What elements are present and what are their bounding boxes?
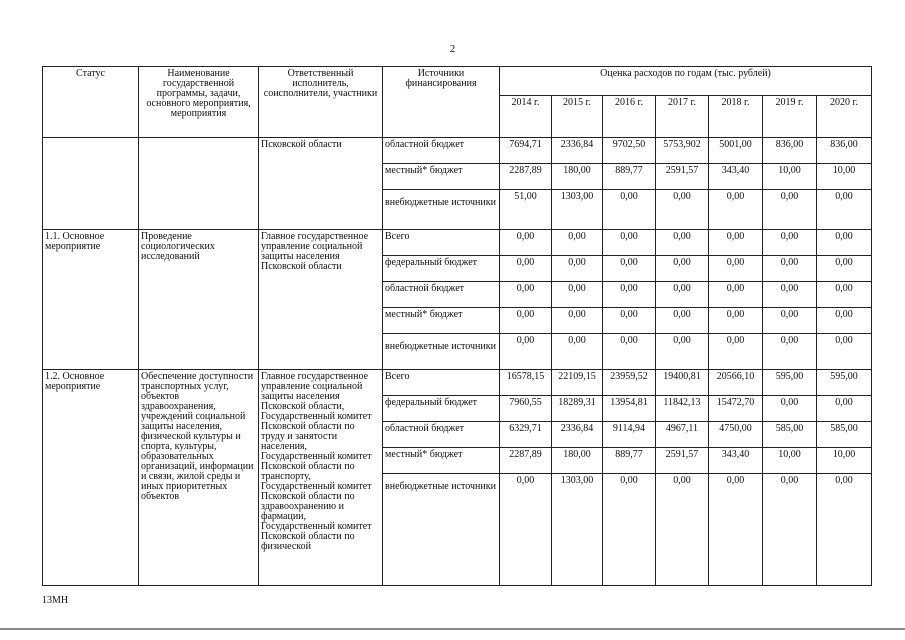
value-cell: 595,00 [763, 370, 817, 396]
value-cell: 0,00 [603, 230, 656, 256]
responsible-cell: Псковской области [259, 138, 383, 230]
value-cell: 0,00 [552, 230, 603, 256]
status-cell [43, 138, 139, 230]
value-cell: 7694,71 [500, 138, 552, 164]
table-row [43, 138, 872, 164]
value-cell: 0,00 [817, 396, 872, 422]
value-cell: 0,00 [763, 230, 817, 256]
source-cell: внебюджетные источники [383, 190, 500, 230]
value-cell: 1303,00 [552, 474, 603, 586]
value-cell: 9702,50 [603, 138, 656, 164]
value-cell: 20566,10 [709, 370, 763, 396]
source-cell: областной бюджет [383, 282, 500, 308]
value-cell: 0,00 [656, 474, 709, 586]
value-cell: 0,00 [500, 308, 552, 334]
value-cell: 0,00 [817, 308, 872, 334]
value-cell: 889,77 [603, 448, 656, 474]
value-cell: 2591,57 [656, 448, 709, 474]
value-cell: 2287,89 [500, 448, 552, 474]
status-cell: 1.2. Основное мероприятие [43, 370, 139, 586]
value-cell: 0,00 [817, 282, 872, 308]
value-cell: 0,00 [603, 190, 656, 230]
value-cell: 0,00 [656, 256, 709, 282]
header-year: 2014 г. [500, 96, 552, 138]
value-cell: 0,00 [552, 282, 603, 308]
value-cell: 180,00 [552, 164, 603, 190]
table-row [43, 370, 872, 396]
value-cell: 0,00 [603, 256, 656, 282]
value-cell: 4750,00 [709, 422, 763, 448]
value-cell: 0,00 [709, 230, 763, 256]
value-cell: 0,00 [709, 190, 763, 230]
source-cell: областной бюджет [383, 422, 500, 448]
value-cell: 5753,902 [656, 138, 709, 164]
name-cell: Обеспечение доступности транспортных услуг, объектов здравоохранения, учреждений социальной защиты населения, физической культуры и спорта, культуры, образовательных организаций, информации и связи, жилой среды и иных приоритетных объектов [139, 370, 259, 586]
table-row [43, 230, 872, 256]
value-cell: 0,00 [656, 230, 709, 256]
value-cell: 2287,89 [500, 164, 552, 190]
header-responsible: Ответственный исполнитель, соисполнители, участники [259, 67, 383, 138]
value-cell: 836,00 [763, 138, 817, 164]
value-cell: 0,00 [656, 190, 709, 230]
source-cell: внебюджетные источники [383, 334, 500, 370]
status-cell: 1.1. Основное мероприятие [43, 230, 139, 370]
value-cell: 595,00 [817, 370, 872, 396]
value-cell: 19400,81 [656, 370, 709, 396]
value-cell: 10,00 [817, 164, 872, 190]
value-cell: 0,00 [656, 282, 709, 308]
value-cell: 15472,70 [709, 396, 763, 422]
value-cell: 6329,71 [500, 422, 552, 448]
source-cell: федеральный бюджет [383, 396, 500, 422]
header-sources: Источники финансирования [383, 67, 500, 138]
source-cell: Всего [383, 370, 500, 396]
value-cell: 51,00 [500, 190, 552, 230]
table-header [43, 67, 872, 138]
value-cell: 1303,00 [552, 190, 603, 230]
value-cell: 0,00 [603, 282, 656, 308]
value-cell: 0,00 [500, 256, 552, 282]
name-cell [139, 138, 259, 230]
value-cell: 10,00 [763, 164, 817, 190]
value-cell: 0,00 [763, 308, 817, 334]
value-cell: 2336,84 [552, 138, 603, 164]
value-cell: 0,00 [552, 308, 603, 334]
value-cell: 4967,11 [656, 422, 709, 448]
value-cell: 13954,81 [603, 396, 656, 422]
source-cell: местный* бюджет [383, 448, 500, 474]
value-cell: 0,00 [709, 256, 763, 282]
value-cell: 23959,52 [603, 370, 656, 396]
value-cell: 0,00 [709, 474, 763, 586]
value-cell: 2591,57 [656, 164, 709, 190]
value-cell: 0,00 [500, 282, 552, 308]
value-cell: 0,00 [603, 474, 656, 586]
value-cell: 585,00 [763, 422, 817, 448]
value-cell: 585,00 [817, 422, 872, 448]
value-cell: 0,00 [709, 282, 763, 308]
footer-code: 13МН [42, 595, 69, 606]
header-year: 2015 г. [552, 96, 603, 138]
value-cell: 836,00 [817, 138, 872, 164]
value-cell: 0,00 [763, 256, 817, 282]
value-cell: 0,00 [552, 334, 603, 370]
value-cell: 9114,94 [603, 422, 656, 448]
value-cell: 0,00 [603, 308, 656, 334]
table-body [43, 138, 872, 586]
value-cell: 343,40 [709, 448, 763, 474]
header-year: 2018 г. [709, 96, 763, 138]
value-cell: 0,00 [500, 230, 552, 256]
header-year: 2020 г. [817, 96, 872, 138]
value-cell: 0,00 [763, 334, 817, 370]
source-cell: внебюджетные источники [383, 474, 500, 586]
header-year: 2016 г. [603, 96, 656, 138]
value-cell: 22109,15 [552, 370, 603, 396]
value-cell: 343,40 [709, 164, 763, 190]
value-cell: 0,00 [817, 334, 872, 370]
source-cell: областной бюджет [383, 138, 500, 164]
value-cell: 0,00 [817, 474, 872, 586]
value-cell: 0,00 [552, 256, 603, 282]
value-cell: 2336,84 [552, 422, 603, 448]
source-cell: Всего [383, 230, 500, 256]
name-cell: Проведение социологических исследований [139, 230, 259, 370]
value-cell: 0,00 [500, 334, 552, 370]
value-cell: 10,00 [817, 448, 872, 474]
header-status: Статус [43, 67, 139, 138]
responsible-cell: Главное государственное управление социальной защиты населения Псковской области, Государственный комитет Псковской области по труду и занятости населения, Государственный комитет Псковской области по транспорту, Государственный комитет Псковской области по здравоохранению и фармации, Государственный комитет Псковской области по физической [259, 370, 383, 586]
value-cell: 0,00 [763, 282, 817, 308]
header-year: 2019 г. [763, 96, 817, 138]
value-cell: 0,00 [500, 474, 552, 586]
value-cell: 18289,31 [552, 396, 603, 422]
value-cell: 5001,00 [709, 138, 763, 164]
value-cell: 10,00 [763, 448, 817, 474]
value-cell: 0,00 [763, 396, 817, 422]
source-cell: местный* бюджет [383, 164, 500, 190]
value-cell: 0,00 [817, 230, 872, 256]
value-cell: 0,00 [656, 334, 709, 370]
value-cell: 0,00 [709, 334, 763, 370]
header-year: 2017 г. [656, 96, 709, 138]
value-cell: 0,00 [603, 334, 656, 370]
value-cell: 889,77 [603, 164, 656, 190]
page-number: 2 [449, 43, 456, 55]
responsible-cell: Главное государственное управление социальной защиты населения Псковской области [259, 230, 383, 370]
value-cell: 0,00 [656, 308, 709, 334]
value-cell: 11842,13 [656, 396, 709, 422]
value-cell: 7960,55 [500, 396, 552, 422]
value-cell: 0,00 [709, 308, 763, 334]
value-cell: 0,00 [763, 190, 817, 230]
value-cell: 0,00 [817, 256, 872, 282]
value-cell: 0,00 [817, 190, 872, 230]
value-cell: 0,00 [763, 474, 817, 586]
page-edge-line [0, 628, 905, 630]
header-name: Наименование государственной программы, задачи, основного мероприятия, мероприятия [139, 67, 259, 138]
source-cell: федеральный бюджет [383, 256, 500, 282]
budget-table [42, 66, 872, 586]
source-cell: местный* бюджет [383, 308, 500, 334]
value-cell: 180,00 [552, 448, 603, 474]
header-estimate: Оценка расходов по годам (тыс. рублей) [500, 67, 872, 96]
value-cell: 16578,15 [500, 370, 552, 396]
